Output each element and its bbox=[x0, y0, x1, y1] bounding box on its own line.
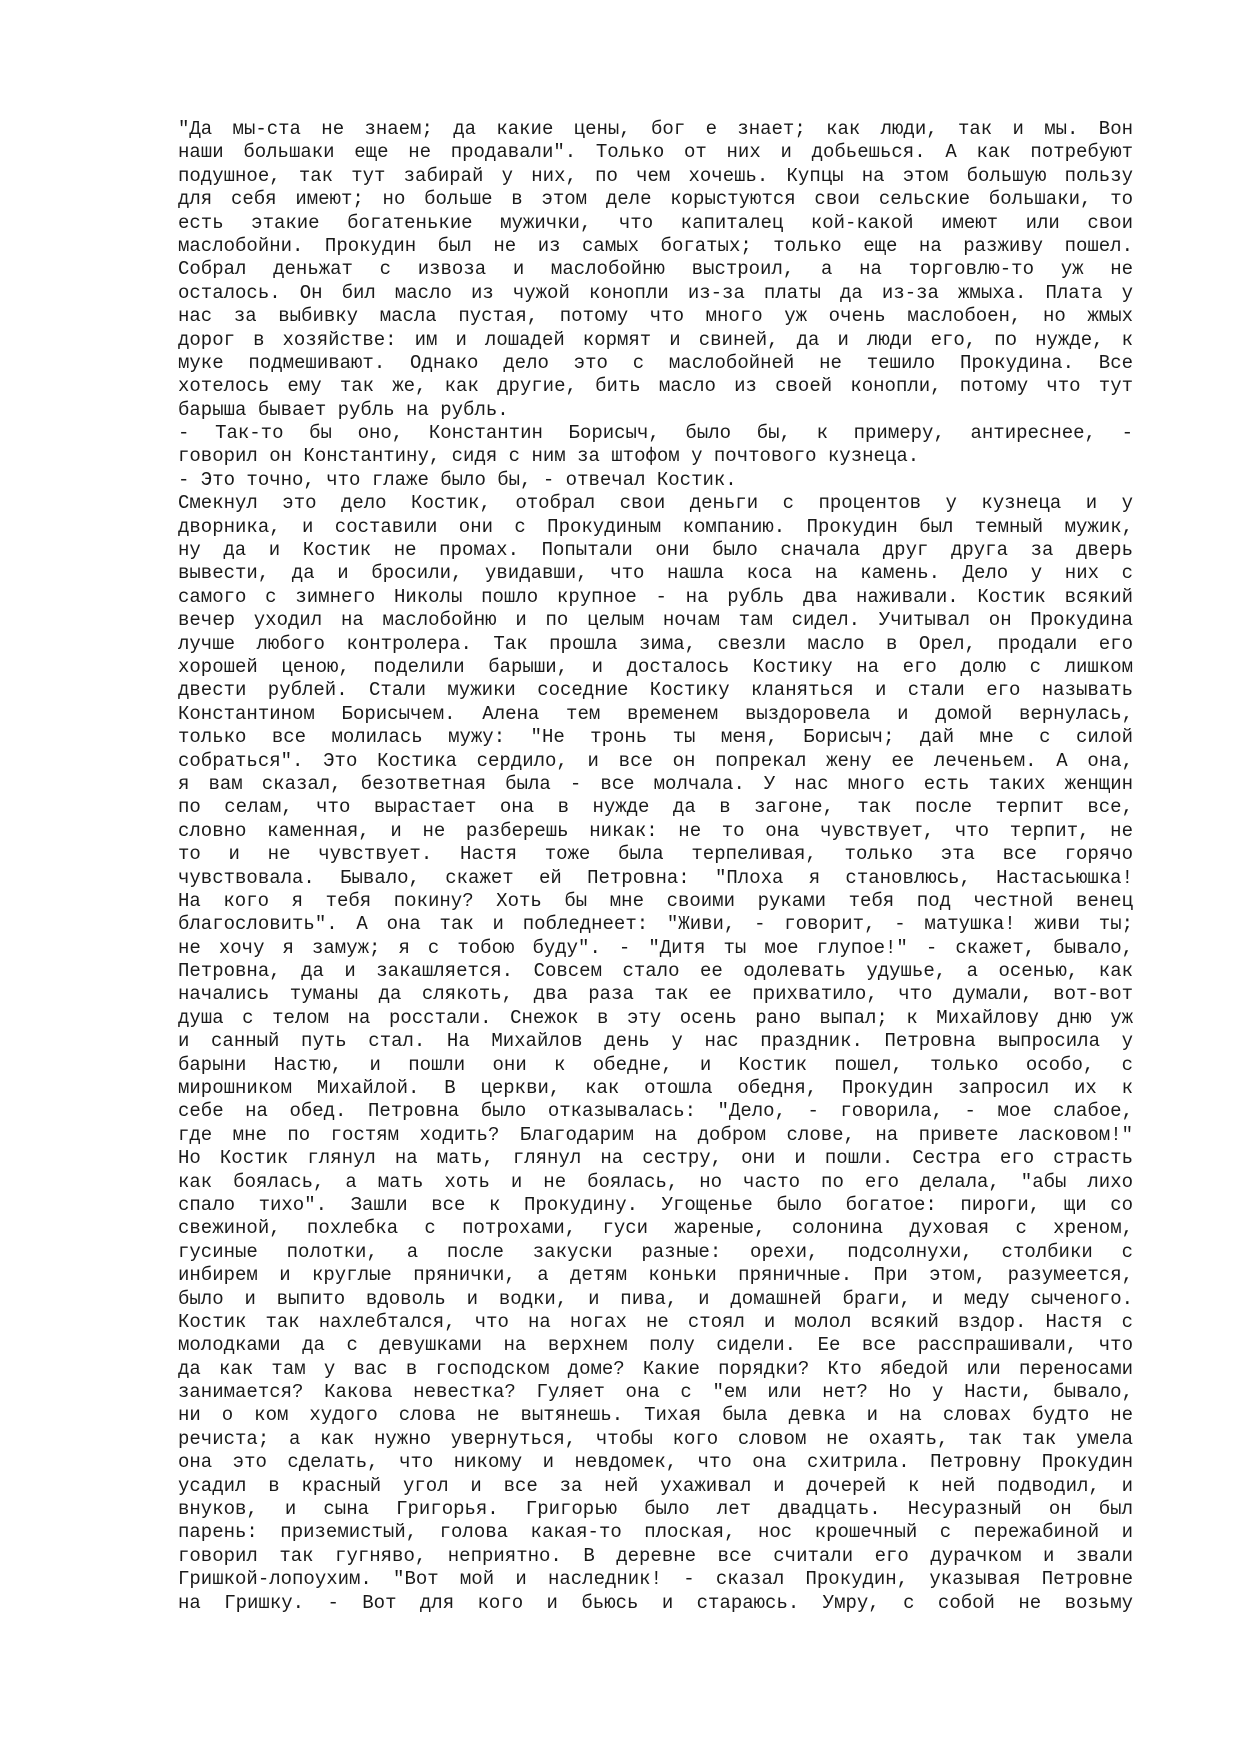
text-line: благословить". А она так и побледнеет: "Живи, - говорит, - матушка! живи ты; bbox=[178, 913, 1133, 936]
text-line: словно каменная, и не разберешь никак: не то она чувствует, что терпит, не bbox=[178, 819, 1133, 842]
text-line: наши большаки еще не продавали". Только от них и добьешься. А как потребуют bbox=[178, 141, 1133, 164]
text-line: подушное, так тут забирай у них, по чем хочешь. Купцы на этом большую пользу bbox=[178, 164, 1133, 187]
text-line: есть этакие богатенькие мужички, что капиталец кой-какой имеют или свои bbox=[178, 211, 1133, 234]
text-line: Петровна, да и закашляется. Совсем стало ее одолевать удушье, а осенью, как bbox=[178, 960, 1133, 983]
text-line: вывести, да и бросили, увидавши, что нашла коса на камень. Дело у них с bbox=[178, 562, 1133, 585]
text-line: ни о ком худого слова не вытянешь. Тихая была девка и на словах будто не bbox=[178, 1404, 1133, 1427]
text-line: спало тихо". Зашли все к Прокудину. Угощенье было богатое: пироги, щи со bbox=[178, 1193, 1133, 1216]
text-line: говорил так гугняво, неприятно. В деревне все считали его дурачком и звали bbox=[178, 1544, 1133, 1567]
text-line: дворника, и составили они с Прокудиным компанию. Прокудин был темный мужик, bbox=[178, 515, 1133, 538]
text-line: да как там у вас в господском доме? Какие порядки? Кто ябедой или переносами bbox=[178, 1357, 1133, 1380]
text-line: душа с телом на росстали. Снежок в эту осень рано выпал; к Михайлову дню уж bbox=[178, 1006, 1133, 1029]
text-line: я вам сказал, безответная была - все молчала. У нас много есть таких женщин bbox=[178, 772, 1133, 795]
text-line: начались туманы да слякоть, два раза так ее прихватило, что думали, вот-вот bbox=[178, 983, 1133, 1006]
text-line: себе на обед. Петровна было отказывалась: "Дело, - говорила, - мое слабое, bbox=[178, 1100, 1133, 1123]
text-line: то и не чувствует. Настя тоже была терпеливая, только эта все горячо bbox=[178, 843, 1133, 866]
text-line: барыша бывает рубль на рубль. bbox=[178, 398, 509, 421]
text-line: вечер уходил на маслобойню и по целым ночам там сидел. Учитывал он Прокудина bbox=[178, 609, 1133, 632]
text-line: лучше любого контролера. Так прошла зима, свезли масло в Орел, продали его bbox=[178, 632, 1133, 655]
text-line: - Так-то бы оно, Константин Борисыч, было бы, к примеру, антиреснее, - bbox=[178, 422, 1133, 445]
text-line: дорог в хозяйстве: им и лошадей кормят и свиней, да и люди его, по нужде, к bbox=[178, 328, 1133, 351]
text-line: Смекнул это дело Костик, отобрал свои деньги с процентов у кузнеца и у bbox=[178, 492, 1133, 515]
text-line: говорил он Константину, сидя с ним за штофом у почтового кузнеца. bbox=[178, 445, 920, 468]
text-line: инбирем и круглые прянички, а детям коньки пряничные. При этом, разумеется, bbox=[178, 1264, 1133, 1287]
text-line: Собрал деньжат с извоза и маслобойню выстроил, а на торговлю-то уж не bbox=[178, 258, 1133, 281]
text-line: только все молилась мужу: "Не тронь ты меня, Борисыч; дай мне с силой bbox=[178, 726, 1133, 749]
document-page bbox=[178, 118, 1133, 1615]
text-line: Гришкой-лопоухим. "Вот мой и наследник! - сказал Прокудин, указывая Петровне bbox=[178, 1568, 1133, 1591]
text-line: внуков, и сына Григорья. Григорью было лет двадцать. Несуразный он был bbox=[178, 1498, 1133, 1521]
text-line: Костик так нахлебтался, что на ногах не стоял и молол всякий вздор. Настя с bbox=[178, 1310, 1133, 1333]
text-line: На кого я тебя покину? Хоть бы мне своими руками тебя под честной венец bbox=[178, 889, 1133, 912]
text-line: муке подмешивают. Однако дело это с маслобойней не тешило Прокудина. Все bbox=[178, 351, 1133, 374]
text-line: для себя имеют; но больше в этом деле корыстуются свои сельские большаки, то bbox=[178, 188, 1133, 211]
text-line: было и выпито вдоволь и водки, и пива, и домашней браги, и меду сыченого. bbox=[178, 1287, 1133, 1310]
text-line: речиста; а как нужно увернуться, чтобы кого словом не охаять, так так умела bbox=[178, 1427, 1133, 1450]
text-line: не хочу я замуж; я с тобою буду". - "Дитя ты мое глупое!" - скажет, бывало, bbox=[178, 936, 1133, 959]
text-line: где мне по гостям ходить? Благодарим на добром слове, на привете ласковом!" bbox=[178, 1123, 1133, 1146]
text-line: занимается? Какова невестка? Гуляет она с "ем или нет? Но у Насти, бывало, bbox=[178, 1381, 1133, 1404]
text-line: хорошей ценою, поделили барыши, и досталось Костику на его долю с лишком bbox=[178, 655, 1133, 678]
text-line: мирошником Михайлой. В церкви, как отошла обедня, Прокудин запросил их к bbox=[178, 1077, 1133, 1100]
text-line: - Это точно, что глаже было бы, - отвечал Костик. bbox=[178, 468, 737, 491]
text-line: "Да мы-ста не знаем; да какие цены, бог е знает; как люди, так и мы. Вон bbox=[178, 118, 1133, 140]
text-line: нас за выбивку масла пустая, потому что много уж очень маслобоен, но жмых bbox=[178, 305, 1133, 328]
text-line: собраться". Это Костика сердило, и все он попрекал жену ее леченьем. А она, bbox=[178, 749, 1133, 772]
text-line: самого с зимнего Николы пошло крупное - на рубль два наживали. Костик всякий bbox=[178, 585, 1133, 608]
text-line: усадил в красный угол и все за ней ухаживал и дочерей к ней подводил, и bbox=[178, 1474, 1133, 1497]
text-line: Константином Борисычем. Алена тем временем выздоровела и домой вернулась, bbox=[178, 702, 1133, 725]
text-line: осталось. Он бил масло из чужой конопли из-за платы да из-за жмыха. Плата у bbox=[178, 281, 1133, 304]
text-line: на Гришку. - Вот для кого и бьюсь и стараюсь. Умру, с собой не возьму bbox=[178, 1591, 1133, 1614]
text-line: чувствовала. Бывало, скажет ей Петровна: "Плоха я становлюсь, Настасьюшка! bbox=[178, 866, 1133, 889]
text-line: хотелось ему так же, как другие, бить масло из своей конопли, потому что тут bbox=[178, 375, 1133, 398]
text-line: она это сделать, что никому и невдомек, что она схитрила. Петровну Прокудин bbox=[178, 1451, 1133, 1474]
text-line: двести рублей. Стали мужики соседние Костику кланяться и стали его называть bbox=[178, 679, 1133, 702]
text-line: Но Костик глянул на мать, глянул на сестру, они и пошли. Сестра его страсть bbox=[178, 1147, 1133, 1170]
text-line: молодками да с девушками на верхнем полу сидели. Ее все расспрашивали, что bbox=[178, 1334, 1133, 1357]
text-line: ну да и Костик не промах. Попытали они было сначала друг друга за дверь bbox=[178, 539, 1133, 562]
text-line: парень: приземистый, голова какая-то плоская, нос крошечный с пережабиной и bbox=[178, 1521, 1133, 1544]
text-line: по селам, что вырастает она в нужде да в загоне, так после терпит все, bbox=[178, 796, 1133, 819]
text-line: гусиные полотки, а после закуски разные: орехи, подсолнухи, столбики с bbox=[178, 1240, 1133, 1263]
text-line: барыни Настю, и пошли они к обедне, и Костик пошел, только особо, с bbox=[178, 1053, 1133, 1076]
text-line: как боялась, а мать хоть и не боялась, но часто по его делала, "абы лихо bbox=[178, 1170, 1133, 1193]
text-line: свежиной, похлебка с потрохами, гуси жареные, солонина духовая с хреном, bbox=[178, 1217, 1133, 1240]
text-line: маслобойни. Прокудин был не из самых богатых; только еще на разживу пошел. bbox=[178, 234, 1133, 257]
text-line: и санный путь стал. На Михайлов день у нас праздник. Петровна выпросила у bbox=[178, 1030, 1133, 1053]
